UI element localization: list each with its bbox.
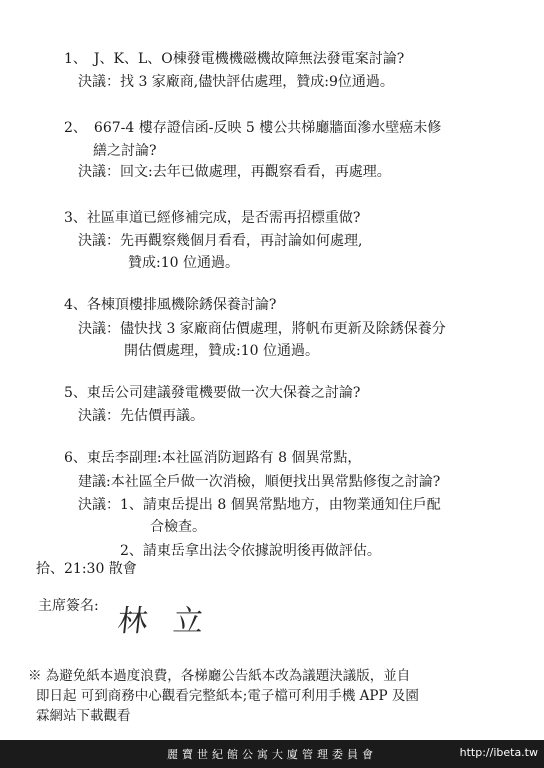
item-2-title-cont: 繕之討論? xyxy=(93,143,157,159)
item-6-resolution-1-cont: 合檢查。 xyxy=(150,519,206,535)
item-2-title: 2、 667-4 樓存證信函-反映 5 樓公共梯廳牆面滲水壁癌未修 xyxy=(64,120,442,136)
adjourn-line: 拾、21:30 散會 xyxy=(36,561,137,577)
item-6-resolution-2: 2、請東岳拿出法令依據說明後再做評估。 xyxy=(120,543,381,559)
watermark-url: http://ibeta.tw xyxy=(459,746,538,759)
footer-bar xyxy=(0,740,544,768)
item-2-resolution: 決議：回文:去年已做處理，再觀察看看，再處理。 xyxy=(78,164,391,180)
footer-organization: 麗寶世紀館公寓大廈管理委員會 xyxy=(167,748,377,761)
item-6-title: 6、東岳李副理:本社區消防迴路有 8 個異常點， xyxy=(64,450,362,466)
item-1-title: 1、 J、K、L、O棟發電機機磁機故障無法發電案討論? xyxy=(64,51,405,67)
item-5-title: 5、東岳公司建議發電機要做一次大保養之討論? xyxy=(64,385,361,401)
item-5-resolution: 決議：先估價再議。 xyxy=(78,408,204,424)
item-4-resolution-cont: 開估價處理，贊成:10 位通過。 xyxy=(124,343,319,359)
chairman-label: 主席簽名: xyxy=(38,598,99,614)
item-4-title: 4、各棟頂樓排風機除銹保養討論? xyxy=(64,297,277,313)
item-4-resolution: 決議：儘快找 3 家廠商估價處理，將帆布更新及除銹保養分 xyxy=(78,321,446,337)
note-line-2: 即日起 可到商務中心觀看完整紙本;電子檔可利用手機 APP 及園 xyxy=(36,688,419,704)
note-line-1: ※ 為避免紙本過度浪費，各梯廳公告紙本改為議題決議版，並自 xyxy=(28,668,411,684)
note-line-3: 霖網站下載觀看 xyxy=(36,708,131,724)
chairman-signature: 林 立 xyxy=(115,604,214,639)
item-6-resolution-1: 決議：1、請東岳提出 8 個異常點地方，由物業通知住戶配 xyxy=(78,497,441,513)
item-6-suggestion: 建議:本社區全戶做一次消檢，順便找出異常點修復之討論? xyxy=(78,474,441,490)
item-3-resolution: 決議：先再觀察幾個月看看，再討論如何處理, xyxy=(78,233,363,249)
item-1-resolution: 決議：找 3 家廠商,儘快評估處理，贊成:9位通過。 xyxy=(78,74,394,90)
item-3-resolution-cont: 贊成:10 位通過。 xyxy=(128,255,239,271)
item-3-title: 3、社區車道已經修補完成，是否需再招標重做? xyxy=(64,210,361,226)
